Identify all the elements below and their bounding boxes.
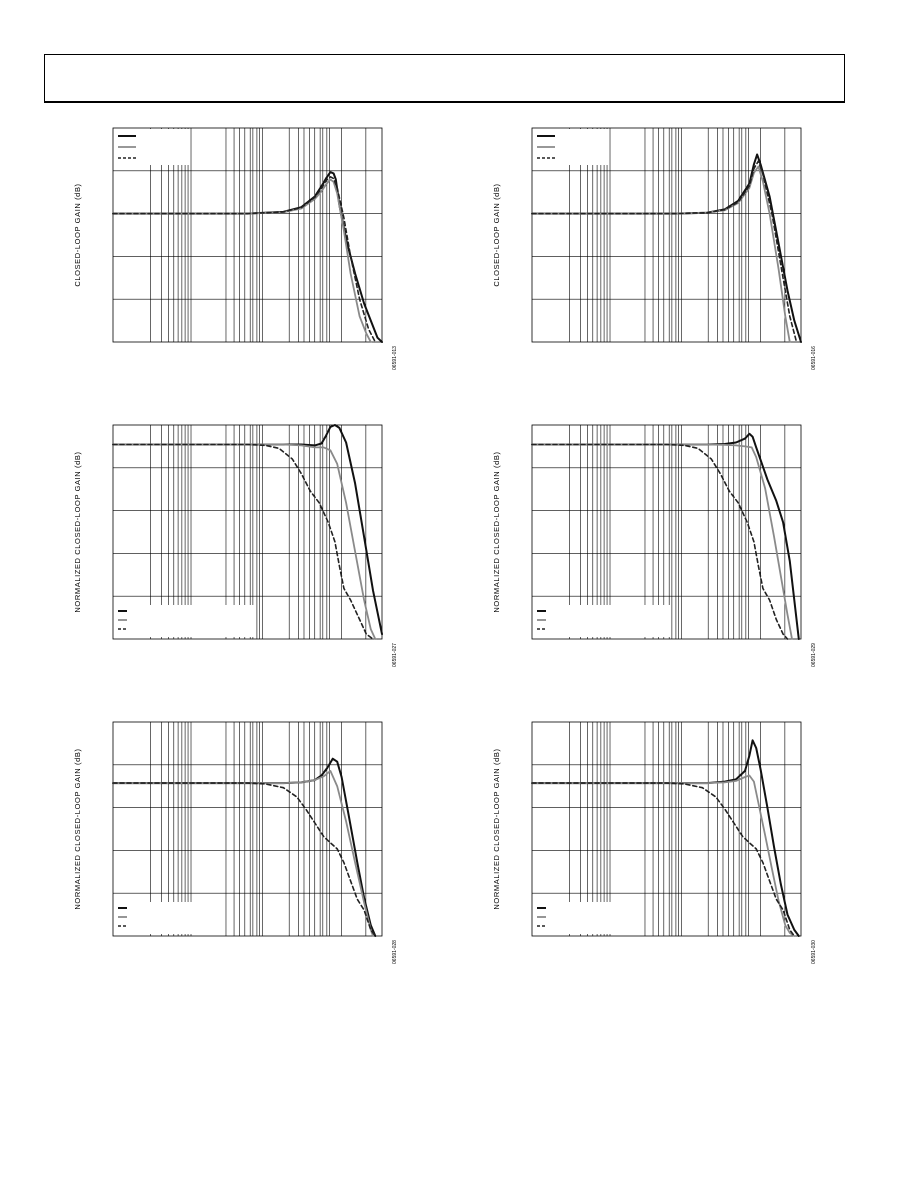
series-line-dashed (532, 161, 797, 342)
figure-id: 06591-030 (811, 940, 817, 964)
chart-panel-3 (73, 425, 398, 667)
y-axis-label: CLOSED-LOOP GAIN (dB) (492, 183, 501, 287)
figure-id: 06591-027 (392, 643, 398, 667)
chart-panel-4 (492, 425, 817, 667)
y-axis-label: NORMALIZED CLOSED-LOOP GAIN (dB) (492, 451, 501, 613)
y-axis-label: NORMALIZED CLOSED-LOOP GAIN (dB) (73, 748, 82, 910)
legend-box (114, 902, 212, 934)
legend-box (533, 605, 671, 637)
chart-panel-1 (73, 128, 398, 370)
series-line-gray (532, 167, 790, 343)
figure-id: 06591-013 (392, 346, 398, 370)
y-axis-label: NORMALIZED CLOSED-LOOP GAIN (dB) (73, 451, 82, 613)
legend-box (533, 902, 631, 934)
y-axis-label: NORMALIZED CLOSED-LOOP GAIN (dB) (492, 748, 501, 910)
figure-id: 06591-029 (811, 643, 817, 667)
chart-panel-5 (73, 722, 398, 964)
chart-panel-2 (492, 128, 817, 370)
chart-panel-6 (492, 722, 817, 964)
series-line-gray (113, 179, 371, 342)
figure-id: 06591-016 (811, 346, 817, 370)
legend-box (114, 605, 256, 637)
figure-id: 06591-028 (392, 940, 398, 964)
series-line-dashed (113, 177, 375, 342)
y-axis-label: CLOSED-LOOP GAIN (dB) (73, 183, 82, 287)
